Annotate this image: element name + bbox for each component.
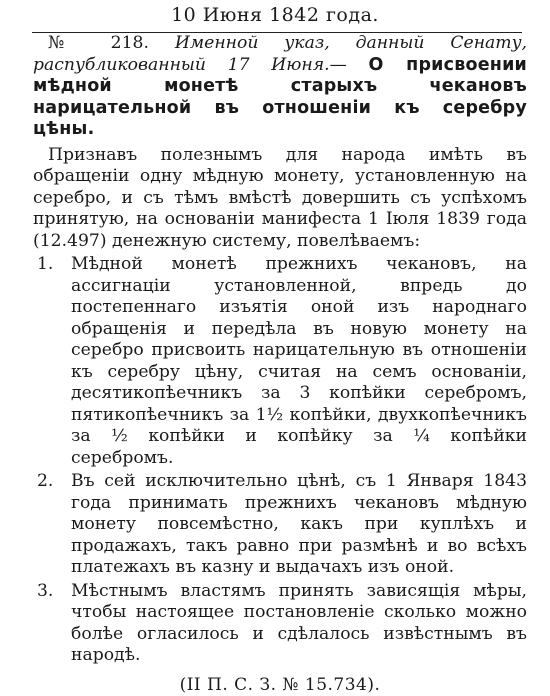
decree-number: № 218. xyxy=(48,33,149,53)
item-text: Мѣдной монетѣ прежнихъ чекановъ, на ассигнаціи установленной, впредь до постепеннаго изъятія оной изъ народнаго обращенія и передѣла въ новую монету на серебро присвоить нарицательную въ отношеніи къ серебру цѣну, считая на семъ основаніи, десятикопѣечникъ за 3 копѣйки серебромъ, пятикопѣечникъ за 1½ копѣйки, двухкопѣечникъ за ½ копѣйки и копѣйку за ¼ копѣйки серебромъ. xyxy=(71,254,527,468)
decree-title: О присвоении мѣдной монетѣ старыхъ чекановъ нарицательной въ отношеніи къ серебру цѣны. xyxy=(33,55,527,140)
decree-subtitle: Именной указ, данный Сенату, распубликованный 17 Июня. xyxy=(33,33,527,75)
item-number: 1. xyxy=(37,254,53,276)
decree-heading xyxy=(33,33,527,141)
item-text: Мѣстнымъ властямъ принять зависящія мѣры, чтобы настоящее постановленіе сколько можно болѣе огласилось и сдѣлалось извѣстнымъ въ народѣ. xyxy=(71,581,527,666)
item-number: 3. xyxy=(37,581,53,603)
citation: (II П. С. З. № 15.734). xyxy=(33,675,527,696)
list-item xyxy=(33,254,527,469)
document-body xyxy=(33,33,527,696)
item-number: 2. xyxy=(37,471,53,493)
intro-paragraph: Признавъ полезнымъ для народа имѣть въ обращеніи одну мѣдную монету, установленную на серебро, и съ тѣмъ вмѣстѣ довершить съ успѣхомъ принятую, на основаніи манифеста 1 Іюля 1839 года (12.497) денежную систему, повелѣваемъ: xyxy=(33,145,527,253)
decree-items xyxy=(33,254,527,667)
list-item xyxy=(33,471,527,579)
item-text: Въ сей исключительно цѣнѣ, съ 1 Января 1843 года принимать прежнихъ чекановъ мѣдную монету повсемѣстно, какъ при куплѣхъ и продажахъ, такъ равно при размѣнѣ и во всѣхъ платежахъ въ казну и выдачахъ изъ оной. xyxy=(71,471,527,577)
decree-dash: — xyxy=(330,55,347,75)
header-date: 10 Июня 1842 года. xyxy=(0,4,550,26)
list-item xyxy=(33,581,527,667)
